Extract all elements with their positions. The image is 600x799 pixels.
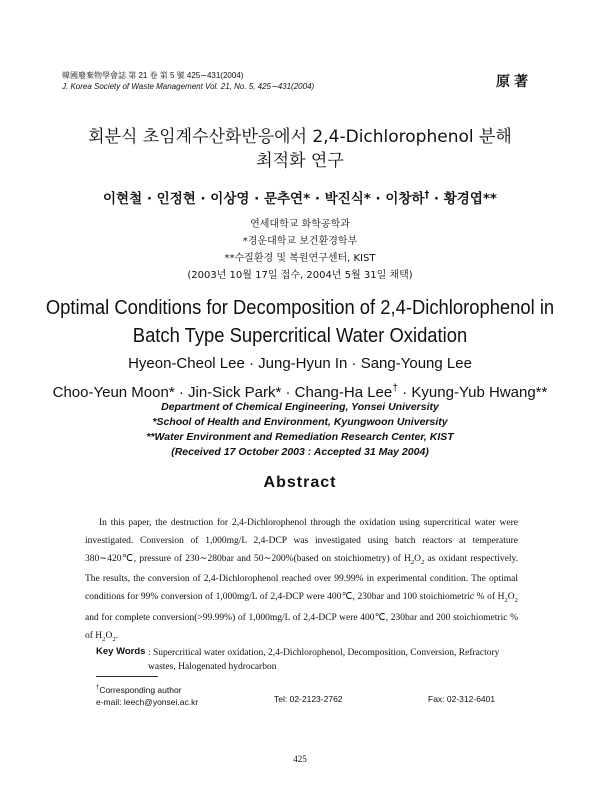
dagger-mark: † xyxy=(96,685,100,691)
journal-citation xyxy=(62,70,314,92)
journal-citation-korean: 韓國廢棄物學會誌 第 21 卷 第 5 號 425∼431(2004) xyxy=(62,71,244,80)
abstract-body xyxy=(85,515,518,648)
abstract-heading: Abstract xyxy=(263,474,337,491)
korean-authors xyxy=(0,187,600,207)
english-authors-line2-main: Choo-Yeun Moon* · Jin-Sick Park* · Chang-Ha Lee xyxy=(52,384,393,401)
subscript: 2 xyxy=(112,635,116,643)
abstract-text: O xyxy=(507,592,515,603)
corresponding-author-tel: Tel: 02-2123-2762 xyxy=(274,694,343,704)
subscript: 2 xyxy=(514,596,518,604)
korean-affiliation-2: *경운대학교 보건환경학부 xyxy=(242,236,358,247)
subscript: 2 xyxy=(102,635,106,643)
korean-affiliations xyxy=(0,216,600,284)
english-authors-line1: Hyeon-Cheol Lee · Jung-Hyun In · Sang-Young Lee xyxy=(128,355,472,372)
corresponding-author xyxy=(96,682,198,708)
subscript: 2 xyxy=(410,558,415,566)
subscript: 2 xyxy=(504,596,508,604)
footnote-divider xyxy=(96,676,158,677)
korean-affiliation-1: 연세대학교 화학공학과 xyxy=(250,219,350,230)
english-title-line1: Optimal Conditions for Decomposition of 2,4-Dichlorophenol in xyxy=(45,297,555,319)
abstract-text: as oxidant respectively. The results, the conversion of 2,4-Dichlorophenol reached over 99.99% in experimental condition. The optimal conditions for 99% conversion of 1,000mg/L of 2,4-DCP were 400℃, 230bar and 100 stoichiometric % of H xyxy=(85,553,518,603)
keywords-label: Key Words xyxy=(96,646,146,657)
english-authors-line2-tail: · Kyung-Yub Hwang** xyxy=(398,384,548,401)
journal-citation-english: J. Korea Society of Waste Management Vol. 21, No. 5, 425∼431(2004) xyxy=(62,82,315,91)
abstract-text: O xyxy=(105,630,113,641)
english-title-line2: Batch Type Supercritical Water Oxidation xyxy=(132,325,468,347)
corresponding-author-fax: Fax: 02-312-6401 xyxy=(428,694,496,704)
korean-title-line1: 회분식 초임계수산화반응에서 2,4-Dichlorophenol 분해 xyxy=(88,127,512,147)
abstract-text: In this paper, the destruction for 2,4-Dichlorophenol through the oxidation using supercritical water were investigated. Conversion of 1,000mg/L 2,4-DCP was investigated using batch reactors at temperature 380∼420℃, pressure of 230∼280bar and 50∼200%(based on stoichiometry) of H xyxy=(85,518,518,564)
english-affiliation-1: Department of Chemical Engineering, Yonsei University xyxy=(161,401,439,413)
korean-title xyxy=(0,125,600,173)
english-title xyxy=(24,294,576,350)
korean-authors-main: 이현철 · 인정현 · 이상영 · 문추연* · 박진식* · 이창하 xyxy=(103,191,425,207)
dagger-mark: † xyxy=(424,189,430,201)
english-authors xyxy=(0,352,600,405)
abstract-text: . xyxy=(115,630,119,641)
english-received-dates: (Received 17 October 2003 : Accepted 31 May 2004) xyxy=(171,446,429,458)
article-category: 原著 xyxy=(496,74,532,90)
subscript: 2 xyxy=(421,558,425,566)
english-affiliations xyxy=(0,400,600,460)
corresponding-author-label: Corresponding author xyxy=(99,684,182,695)
english-affiliation-2: *School of Health and Environment, Kyungwoon University xyxy=(152,416,448,428)
page-number: 425 xyxy=(293,754,307,764)
dagger-mark: † xyxy=(392,382,399,394)
english-affiliation-3: **Water Environment and Remediation Research Center, KIST xyxy=(146,431,454,443)
korean-received-dates: (2003년 10월 17일 접수, 2004년 5월 31일 채택) xyxy=(187,270,413,281)
abstract-text: O xyxy=(414,553,422,564)
corresponding-author-email: e-mail: leech@yonsei.ac.kr xyxy=(96,696,199,707)
korean-affiliation-3: **수질환경 및 복원연구센터, KIST xyxy=(224,253,376,264)
korean-authors-tail: · 황경엽** xyxy=(429,191,497,207)
korean-title-line2: 최적화 연구 xyxy=(256,151,344,171)
abstract-text: and for complete conversion(>99.99%) of 1,000mg/L of 2,4-DCP were 400℃, 230bar and 200 stoichiometric % of H xyxy=(85,612,518,641)
keywords-text: : Supercritical water oxidation, 2,4-Dichlorophenol, Decomposition, Conversion, Refractory wastes, Halogenated hydrocarbon xyxy=(148,648,500,672)
